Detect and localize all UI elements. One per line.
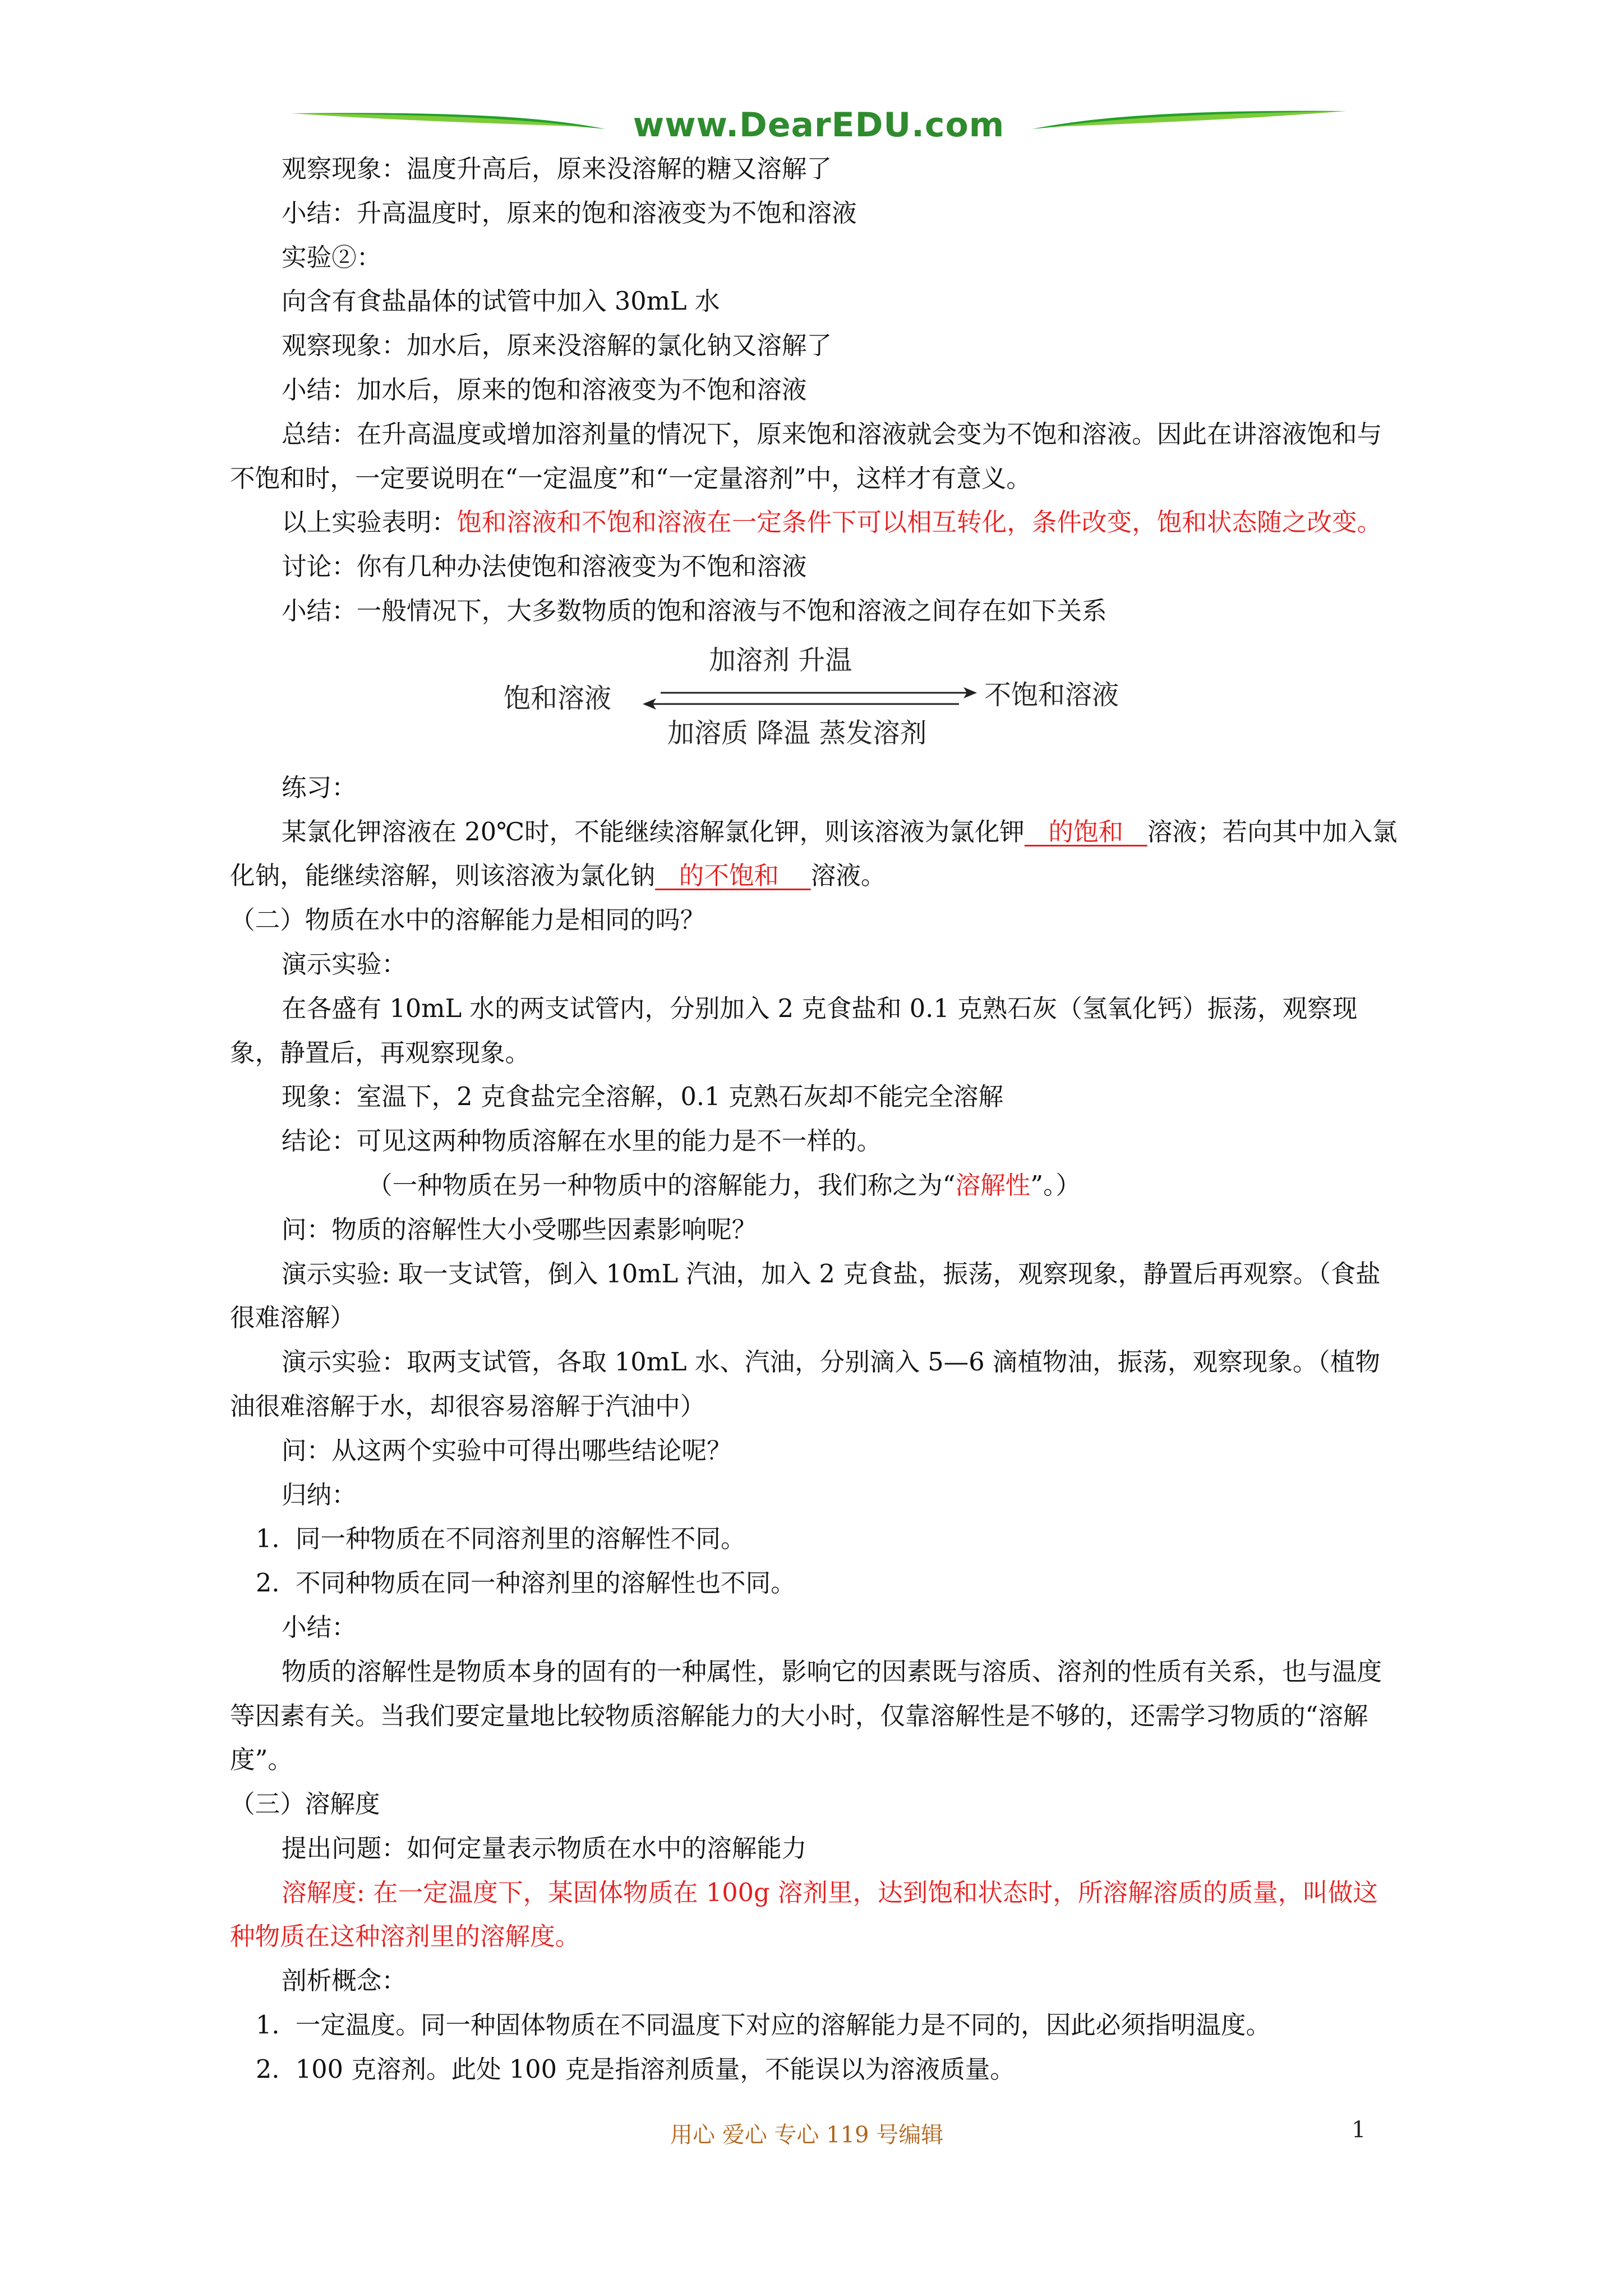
exercise-text-3: 溶液。 [810, 861, 886, 891]
conclusion-text: 结论：可见这两种物质溶解在水里的能力是不一样的。 [282, 1126, 882, 1156]
note-prefix: （一种物质在另一种物质中的溶解能力，我们称之为“ [367, 1170, 956, 1200]
induction-item-1: 1. 同一种物质在不同溶剂里的溶解性不同。 [256, 1524, 746, 1554]
analysis-item-2: 2. 100 克溶剂。此处 100 克是指溶剂质量，不能误以为溶液质量。 [256, 2054, 1015, 2084]
diagram-top-label: 加溶剂 升温 [709, 644, 852, 676]
note-highlight: 溶解性 [955, 1170, 1031, 1200]
section-3-question: 提出问题：如何定量表示物质在水中的溶解能力 [282, 1833, 807, 1863]
phenomenon-text: 现象：室温下，2 克食盐完全溶解，0.1 克熟石灰却不能完全溶解 [282, 1082, 1004, 1112]
header-banner [292, 101, 1346, 151]
demo-experiment-3: 演示实验：取两支试管，各取 10mL 水、汽油，分别滴入 5—6 滴植物油，振荡，观察现象。（植物油很难溶解于水，却很容易溶解于汽油中） [230, 1347, 1380, 1421]
diagram-bottom-label: 加溶质 降温 蒸发溶剂 [667, 717, 927, 749]
exercise-title: 练习： [282, 772, 357, 802]
page-footer [0, 2117, 1623, 2151]
exercise-text-2: 溶液；若向其中加入氯化钠，能继续溶解，则该溶液为氯化钠 [230, 817, 1398, 891]
question-2: 问：从这两个实验中可得出哪些结论呢？ [282, 1435, 732, 1465]
brief-summary-text: 物质的溶解性是物质本身的固有的一种属性，影响它的因素既与溶质、溶剂的性质有关系，也与温度等因素有关。当我们要定量地比较物质溶解能力的大小时，仅靠溶解性是不够的，还需学习物质的“溶解度”。 [230, 1657, 1382, 1775]
paragraph-relation-summary: 小结：一般情况下，大多数物质的饱和溶液与不饱和溶液之间存在如下关系 [282, 596, 1107, 625]
diagram-saturated-label: 饱和溶液 [504, 682, 612, 714]
paragraph-experiment-result [230, 500, 1402, 545]
paragraph-experiment-2: 实验②： [282, 242, 382, 272]
page-number: 1 [1352, 2117, 1366, 2143]
document-body [230, 147, 1402, 2092]
result-prefix: 以上实验表明： [282, 508, 457, 537]
paragraph-summary-1: 小结：升高温度时，原来的饱和溶液变为不饱和溶液 [282, 198, 857, 228]
result-highlight: 饱和溶液和不饱和溶液在一定条件下可以相互转化，条件改变，饱和状态随之改变。 [457, 508, 1382, 537]
paragraph-discussion: 讨论：你有几种办法使饱和溶液变为不饱和溶液 [282, 552, 807, 582]
site-logo-text[interactable]: www.DearEDU.com [633, 105, 1005, 145]
paragraph-experiment-2-step: 向含有食盐晶体的试管中加入 30mL 水 [282, 287, 720, 316]
demo-experiment-2: 演示实验: 取一支试管，倒入 10mL 汽油，加入 2 克食盐，振荡，观察现象，静置后再观察。（食盐很难溶解） [230, 1259, 1381, 1333]
footer-text: 用心 爱心 专心 119 号编辑 [670, 2122, 944, 2148]
analysis-title: 剖析概念： [282, 1966, 407, 1996]
exercise-question [230, 810, 1402, 899]
solubility-note [230, 1163, 1402, 1208]
brief-summary-title: 小结： [282, 1612, 357, 1642]
conversion-diagram [230, 633, 1402, 766]
paragraph-summary-2: 小结：加水后，原来的饱和溶液变为不饱和溶液 [282, 375, 807, 404]
solubility-definition: 溶解度: 在一定温度下，某固体物质在 100g 溶剂里，达到饱和状态时，所溶解溶质的质量，叫做这种物质在这种溶剂里的溶解度。 [230, 1878, 1378, 1952]
analysis-item-1: 1. 一定温度。同一种固体物质在不同温度下对应的溶解能力是不同的，因此必须指明温度。 [256, 2010, 1271, 2040]
exercise-answer-2: 的不饱和 [655, 861, 811, 891]
paragraph-observation-2: 观察现象：加水后，原来没溶解的氯化钠又溶解了 [282, 331, 832, 361]
diagram-unsaturated-label: 不饱和溶液 [984, 679, 1119, 711]
note-suffix: ”。） [1030, 1170, 1081, 1200]
exercise-answer-1: 的饱和 [1024, 817, 1147, 846]
paragraph-conclusion: 总结：在升高温度或增加溶剂量的情况下，原来饱和溶液就会变为不饱和溶液。因此在讲溶液饱和与不饱和时，一定要说明在“一定温度”和“一定量溶剂”中，这样才有意义。 [230, 419, 1382, 493]
section-3-heading: （三）溶解度 [230, 1789, 380, 1819]
exercise-text-1: 某氯化钾溶液在 20℃时，不能继续溶解氯化钾，则该溶液为氯化钾 [282, 817, 1025, 846]
induction-title: 归纳： [282, 1480, 357, 1510]
question-1: 问：物质的溶解性大小受哪些因素影响呢？ [282, 1214, 757, 1244]
section-2-heading: （二）物质在水中的溶解能力是相同的吗？ [230, 905, 706, 935]
induction-item-2: 2. 不同种物质在同一种溶剂里的溶解性也不同。 [256, 1568, 796, 1598]
paragraph-observation-1: 观察现象：温度升高后，原来没溶解的糖又溶解了 [282, 154, 832, 183]
demo-experiment-label: 演示实验： [282, 949, 407, 979]
demo-experiment-text: 在各盛有 10mL 水的两支试管内，分别加入 2 克食盐和 0.1 克熟石灰（氢氧化钙）振荡，观察现象，静置后，再观察现象。 [230, 993, 1358, 1068]
